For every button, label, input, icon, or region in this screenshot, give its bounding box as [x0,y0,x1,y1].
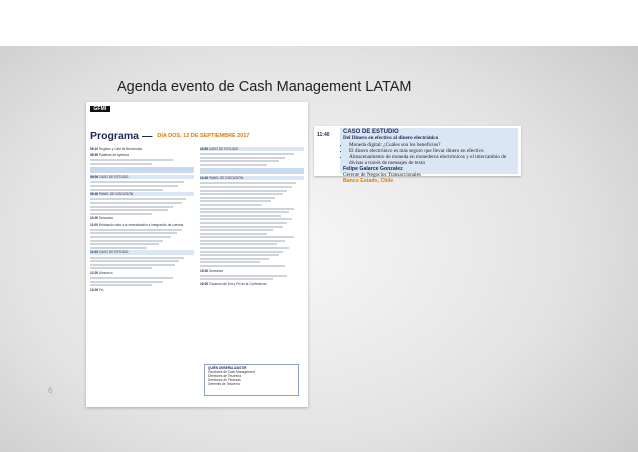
program-date: DÍA DOS, 12 DE SEPTIEMBRE 2017 [157,133,250,139]
agenda-item: 15:20 Descanso [200,268,224,273]
section-band [90,167,194,173]
agenda-item: 13:00 Fin [90,287,104,292]
case-study-title: Del Dinero en efectivo al dinero electrónico [343,135,439,142]
case-study-zoom-panel [314,126,521,185]
bullet-item: • Almacenamiento de moneda en monederos electrónicos y el intercambio de divisas a través de mensajes de texto [349,154,515,166]
slide-title: Agenda evento de Cash Management LATAM [117,79,412,95]
agenda-left-column [90,147,194,294]
slide-top-band [0,0,638,46]
body-text-placeholder [90,159,194,165]
who-should-attend-box [204,364,299,396]
section-band [200,168,304,174]
attendee-line: Directores de Tesorería [208,374,242,378]
agenda-document-thumbnail [86,102,308,407]
agenda-right-column [200,147,304,288]
agenda-item: 08:50 Palabras de Apertura [90,153,129,158]
agenda-item: 11:40 CASO DE ESTUDIO [90,250,194,254]
agenda-item: 10:20 Descanso [90,216,114,221]
attendee-line: Gerentes de Tesorería [208,382,240,386]
agenda-item: 16:00 Clausura del Día y Fin de la Conferencia [200,282,267,287]
speaker-organization: Banco Estado, Chile [343,178,394,185]
program-heading: Programa — DÍA DOS, 12 DE SEPTIEMBRE 2017 [90,130,250,142]
slide-number: 6 [48,386,53,395]
body-text-placeholder [200,218,304,245]
body-text-placeholder [90,229,194,249]
agenda-item: 08:10 Registro y Café de Bienvenida [90,147,143,151]
body-text-placeholder [200,275,304,281]
program-label: Programa [90,130,140,142]
body-text-placeholder [90,277,194,286]
speaker-name: Felipe Galarce Gonzalez [343,165,403,172]
body-text-placeholder [200,182,304,216]
attendee-line: Directores de Finanzas [208,378,241,382]
bullet-item: • Moneda digital: ¿Cuáles son los beneficios? [349,142,515,148]
agenda-item: 09:00 CASO DE ESTUDIO [90,175,194,179]
attendee-line: Directores de Cash Management [208,370,255,374]
agenda-item: 14:40 PANEL DE DISCUSIÓN [200,176,304,180]
case-study-bullets [343,142,515,166]
speaker-role: Gerente de Negocios Transaccionales [343,171,421,178]
body-text-placeholder [200,247,304,267]
case-study-label: CASO DE ESTUDIO [343,129,399,135]
body-text-placeholder [90,181,194,190]
body-text-placeholder [90,257,194,270]
who-should-attend-title: QUIÉN DEBERÍA ASISTIR [208,366,247,370]
zoom-time: 11:40 [317,132,330,138]
body-text-placeholder [90,198,194,214]
gfmi-logo: GFMI [90,106,110,112]
agenda-item: 09:40 PANEL DE DISCUSIÓN [90,192,194,196]
body-text-placeholder [200,153,304,166]
agenda-item: 14:00 CASO DE ESTUDIO [200,147,304,151]
agenda-item: 12:20 Almuerzo [90,270,113,275]
agenda-item: 11:00 Brindando valor a la centralización e integración de cuentas [90,222,184,227]
bullet-item: • El dinero electrónico es más seguro que llevar dinero en efectivo [349,148,515,154]
zoom-content [340,128,518,185]
